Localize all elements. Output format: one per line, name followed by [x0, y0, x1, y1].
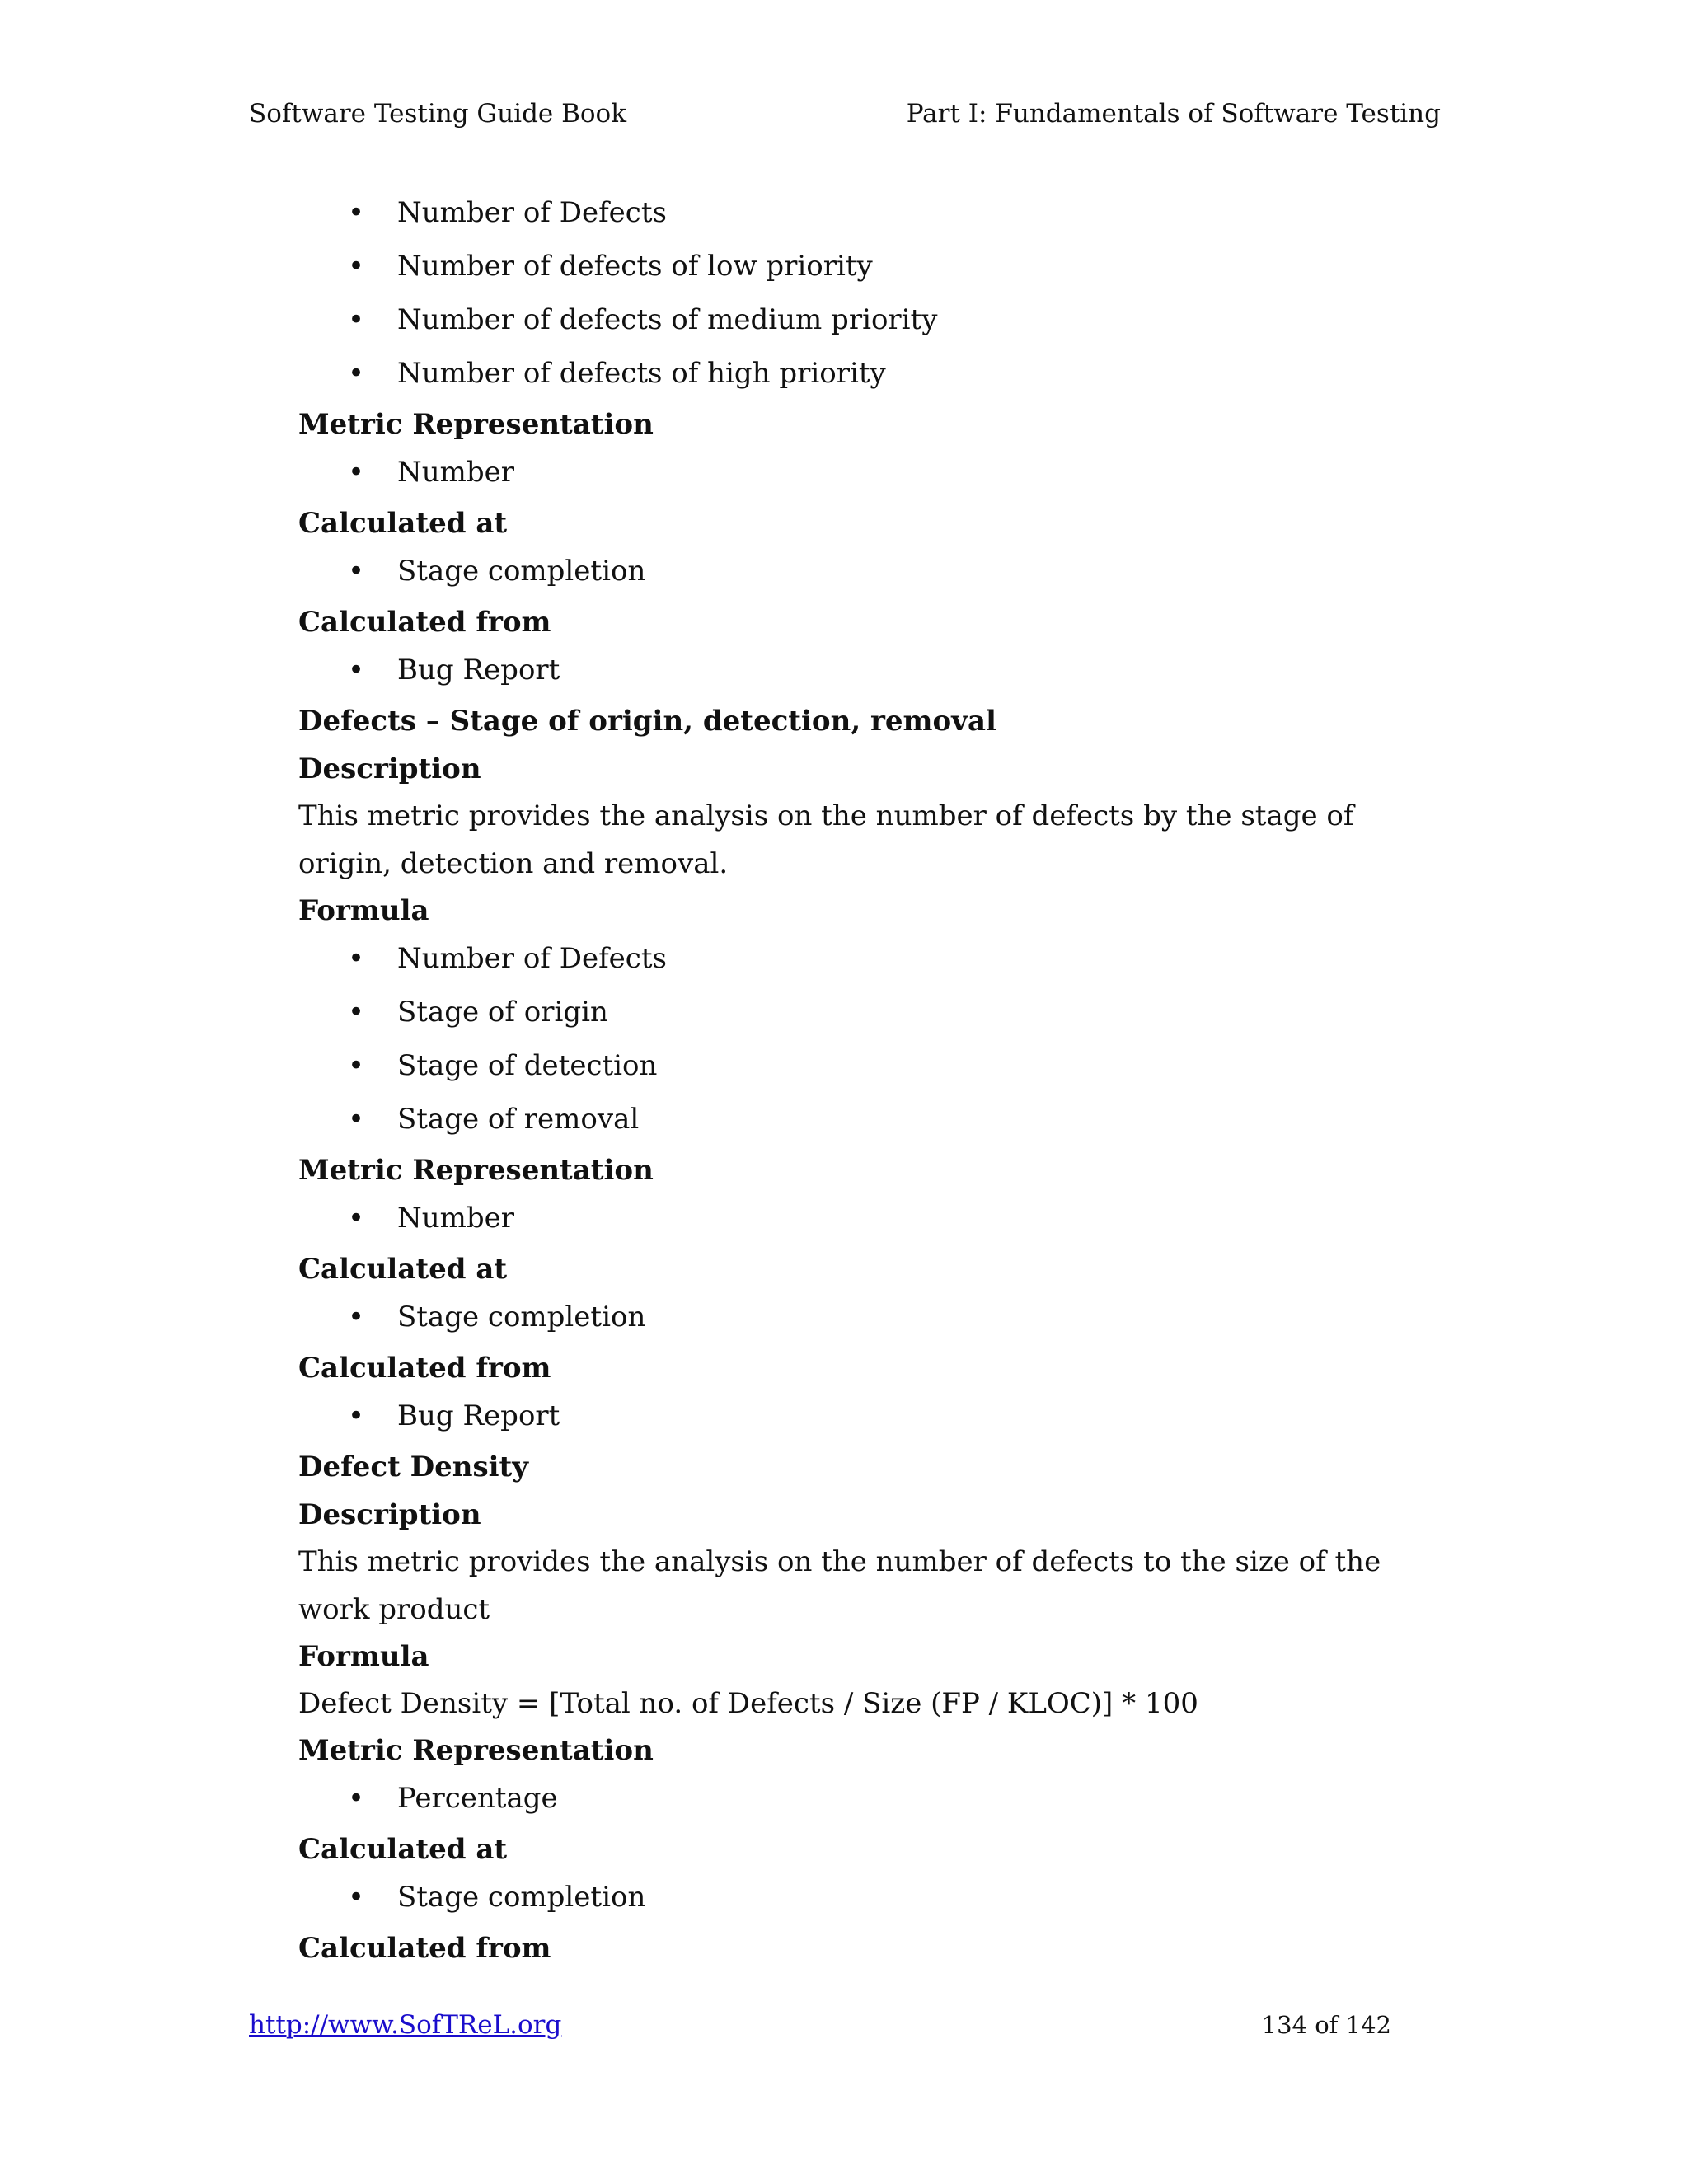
body-paragraph: This metric provides the analysis on the number of defects to the size of the work product: [298, 1545, 1381, 1626]
list-item-text: Number: [397, 1202, 515, 1235]
bullet-icon: •: [348, 250, 365, 283]
bullet-list: [298, 1782, 1411, 1815]
header-book-title: Software Testing Guide Book: [249, 99, 627, 129]
bullet-icon: •: [348, 654, 365, 687]
section-heading: Metric Representation: [298, 1734, 654, 1767]
section-heading: Calculated from: [298, 1932, 551, 1965]
list-item-text: Stage completion: [397, 1881, 646, 1914]
bullet-icon: •: [348, 357, 365, 390]
bullet-icon: •: [348, 555, 365, 588]
bullet-icon: •: [348, 1782, 365, 1815]
bullet-list: [298, 942, 1411, 1136]
list-item-text: Stage completion: [397, 1301, 646, 1333]
bullet-list: [298, 1202, 1411, 1235]
page-number: 134 of 142: [1261, 2011, 1391, 2039]
body-paragraph: This metric provides the analysis on the number of defects by the stage of origin, detection and removal.: [298, 799, 1354, 880]
list-item: [298, 303, 1411, 336]
page-header: [249, 97, 1441, 130]
bullet-list: [298, 1301, 1411, 1333]
list-item: [298, 456, 1411, 489]
bullet-icon: •: [348, 456, 365, 489]
section-heading: Calculated at: [298, 507, 508, 540]
list-item-text: Number of defects of low priority: [397, 250, 873, 283]
section-heading: Formula: [298, 1640, 429, 1673]
section-heading: Calculated at: [298, 1253, 508, 1286]
list-item: [298, 1103, 1411, 1136]
list-item: [298, 1202, 1411, 1235]
bullet-icon: •: [348, 1049, 365, 1082]
section-heading: Description: [298, 1498, 481, 1531]
bullet-icon: •: [348, 1103, 365, 1136]
list-item-text: Bug Report: [397, 1399, 560, 1432]
section-heading: Metric Representation: [298, 1154, 654, 1187]
bullet-icon: •: [348, 1202, 365, 1235]
list-item-text: Number: [397, 456, 515, 489]
list-item: [298, 555, 1411, 588]
bullet-icon: •: [348, 196, 365, 229]
section-heading: Metric Representation: [298, 408, 654, 441]
footer-website-link[interactable]: http://www.SofTReL.org: [249, 2010, 562, 2040]
bullet-icon: •: [348, 942, 365, 975]
page-footer: [249, 2008, 1391, 2041]
bullet-icon: •: [348, 1399, 365, 1432]
bullet-icon: •: [348, 1881, 365, 1914]
section-heading: Description: [298, 752, 481, 785]
bullet-icon: •: [348, 996, 365, 1029]
list-item-text: Stage of detection: [397, 1049, 658, 1082]
list-item: [298, 1782, 1411, 1815]
section-heading: Formula: [298, 894, 429, 927]
section-heading: Defects – Stage of origin, detection, removal: [298, 705, 996, 738]
list-item: [298, 654, 1411, 687]
bullet-list: [298, 555, 1411, 588]
list-item: [298, 250, 1411, 283]
list-item: [298, 357, 1411, 390]
bullet-icon: •: [348, 1301, 365, 1333]
list-item-text: Stage of origin: [397, 996, 608, 1029]
list-item-text: Stage of removal: [397, 1103, 640, 1136]
list-item: [298, 1049, 1411, 1082]
document-body: [298, 196, 1411, 1980]
section-heading: Calculated from: [298, 606, 551, 639]
list-item: [298, 996, 1411, 1029]
list-item: [298, 942, 1411, 975]
list-item: [298, 1301, 1411, 1333]
section-heading: Calculated at: [298, 1833, 508, 1866]
list-item-text: Number of defects of medium priority: [397, 303, 938, 336]
body-paragraph: Defect Density = [Total no. of Defects / Size (FP / KLOC)] * 100: [298, 1687, 1198, 1720]
bullet-icon: •: [348, 303, 365, 336]
section-heading: Defect Density: [298, 1451, 528, 1483]
list-item: [298, 1881, 1411, 1914]
section-heading: Calculated from: [298, 1352, 551, 1385]
list-item-text: Number of defects of high priority: [397, 357, 886, 390]
list-item: [298, 1399, 1411, 1432]
bullet-list: [298, 654, 1411, 687]
list-item-text: Number of Defects: [397, 196, 667, 229]
bullet-list: [298, 456, 1411, 489]
list-item: [298, 196, 1411, 229]
list-item-text: Bug Report: [397, 654, 560, 687]
bullet-list: [298, 1881, 1411, 1914]
list-item-text: Number of Defects: [397, 942, 667, 975]
list-item-text: Stage completion: [397, 555, 646, 588]
list-item-text: Percentage: [397, 1782, 558, 1815]
bullet-list: [298, 196, 1411, 390]
bullet-list: [298, 1399, 1411, 1432]
header-part-title: Part I: Fundamentals of Software Testing: [906, 99, 1441, 129]
